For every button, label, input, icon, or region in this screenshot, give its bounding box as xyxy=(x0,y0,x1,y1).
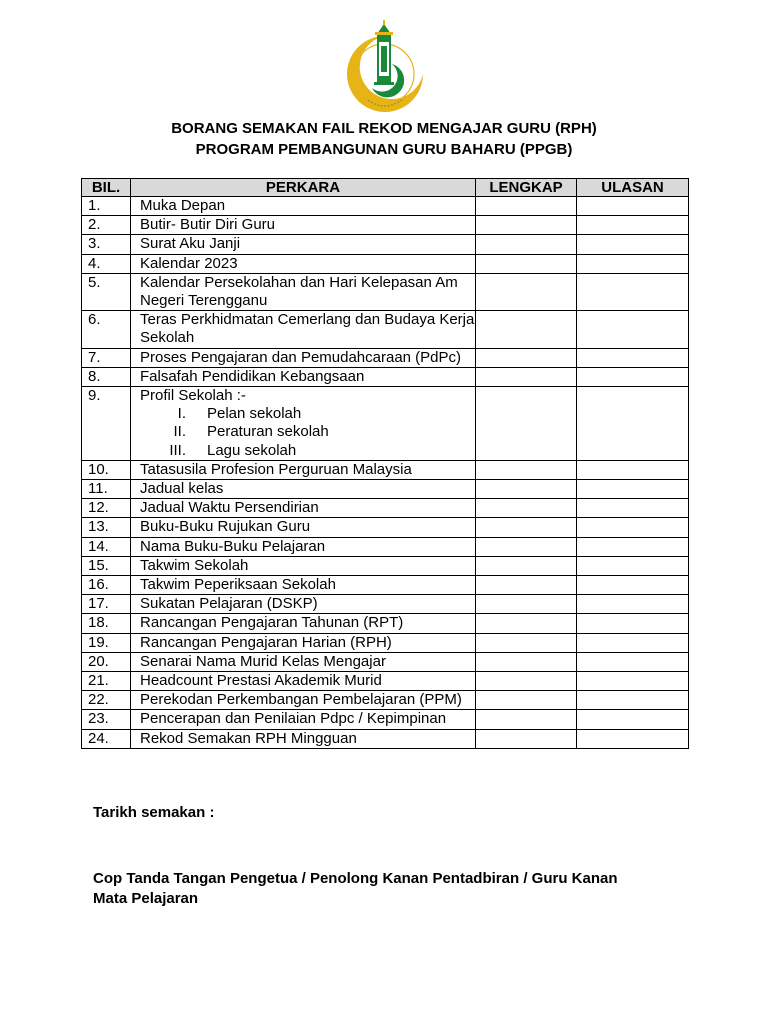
row-item-text: Rancangan Pengajaran Harian (RPH) xyxy=(140,633,392,651)
row-item xyxy=(131,576,476,595)
ulasan-cell[interactable] xyxy=(577,348,689,367)
row-item-text: Proses Pengajaran dan Pemudahcaraan (PdPc) xyxy=(140,348,462,366)
table-row xyxy=(82,480,689,499)
row-number: 12. xyxy=(82,499,131,518)
row-item-text: Butir- Butir Diri Guru xyxy=(140,216,276,234)
ulasan-cell[interactable] xyxy=(577,235,689,254)
row-item-text: Pencerapan dan Penilaian Pdpc / Kepimpinan xyxy=(140,710,447,728)
row-item xyxy=(131,480,476,499)
ulasan-cell[interactable] xyxy=(577,518,689,537)
row-item-text: Profil Sekolah :- xyxy=(140,387,246,405)
lengkap-cell[interactable] xyxy=(476,367,577,386)
lengkap-cell[interactable] xyxy=(476,460,577,479)
row-item-text: Teras Perkhidmatan Cemerlang dan Budaya Kerja Sekolah xyxy=(140,311,475,347)
table-row xyxy=(82,614,689,633)
ulasan-cell[interactable] xyxy=(577,537,689,556)
table-row xyxy=(82,537,689,556)
row-item-text: Jadual Waktu Persendirian xyxy=(140,499,319,517)
lengkap-cell[interactable] xyxy=(476,614,577,633)
lengkap-cell[interactable] xyxy=(476,197,577,216)
review-date-label: Tarikh semakan : xyxy=(93,804,215,821)
table-row xyxy=(82,518,689,537)
lengkap-cell[interactable] xyxy=(476,499,577,518)
row-number: 21. xyxy=(82,672,131,691)
row-number: 22. xyxy=(82,691,131,710)
lengkap-cell[interactable] xyxy=(476,710,577,729)
row-item xyxy=(131,652,476,671)
row-item xyxy=(131,387,476,461)
table-row xyxy=(82,729,689,748)
row-number: 18. xyxy=(82,614,131,633)
row-number: 6. xyxy=(82,311,131,348)
lengkap-cell[interactable] xyxy=(476,595,577,614)
ulasan-cell[interactable] xyxy=(577,672,689,691)
table-row xyxy=(82,311,689,348)
row-item-text: Takwim Sekolah xyxy=(140,556,249,574)
row-item-text: Headcount Prestasi Akademik Murid xyxy=(140,672,382,690)
lengkap-cell[interactable] xyxy=(476,691,577,710)
sub-item-text: Peraturan sekolah xyxy=(207,423,329,441)
table-row xyxy=(82,556,689,575)
row-item xyxy=(131,729,476,748)
row-number: 19. xyxy=(82,633,131,652)
column-header-ulasan: ULASAN xyxy=(577,179,689,197)
lengkap-cell[interactable] xyxy=(476,235,577,254)
row-item xyxy=(131,499,476,518)
sub-item-number: II. xyxy=(173,423,186,441)
ulasan-cell[interactable] xyxy=(577,273,689,310)
table-row xyxy=(82,652,689,671)
table-row xyxy=(82,235,689,254)
lengkap-cell[interactable] xyxy=(476,576,577,595)
column-header-perkara: PERKARA xyxy=(131,179,476,197)
column-header-bil: BIL. xyxy=(82,179,131,197)
table-row xyxy=(82,348,689,367)
sub-item xyxy=(140,423,475,441)
row-number: 5. xyxy=(82,273,131,310)
row-number: 23. xyxy=(82,710,131,729)
row-item xyxy=(131,633,476,652)
row-number: 1. xyxy=(82,197,131,216)
row-item xyxy=(131,595,476,614)
ulasan-cell[interactable] xyxy=(577,387,689,461)
sub-item xyxy=(140,442,475,460)
lengkap-cell[interactable] xyxy=(476,672,577,691)
checklist-table xyxy=(81,178,689,749)
row-number: 2. xyxy=(82,216,131,235)
ulasan-cell[interactable] xyxy=(577,576,689,595)
ulasan-cell[interactable] xyxy=(577,614,689,633)
row-item-text: Nama Buku-Buku Pelajaran xyxy=(140,537,326,555)
row-item xyxy=(131,614,476,633)
lengkap-cell[interactable] xyxy=(476,518,577,537)
lengkap-cell[interactable] xyxy=(476,348,577,367)
ulasan-cell[interactable] xyxy=(577,729,689,748)
table-row xyxy=(82,197,689,216)
form-title: BORANG SEMAKAN FAIL REKOD MENGAJAR GURU (RPH) xyxy=(171,120,597,137)
row-item-text: Kalendar Persekolahan dan Hari Kelepasan Am Negeri Terengganu xyxy=(140,273,458,310)
row-number: 3. xyxy=(82,235,131,254)
table-row xyxy=(82,576,689,595)
row-item xyxy=(131,556,476,575)
lengkap-cell[interactable] xyxy=(476,216,577,235)
row-item xyxy=(131,537,476,556)
row-item-text: Senarai Nama Murid Kelas Mengajar xyxy=(140,652,386,670)
table-row xyxy=(82,273,689,310)
sub-item xyxy=(140,405,475,423)
ulasan-cell[interactable] xyxy=(577,652,689,671)
row-number: 13. xyxy=(82,518,131,537)
ulasan-cell[interactable] xyxy=(577,691,689,710)
sub-item-text: Pelan sekolah xyxy=(207,405,302,423)
table-row xyxy=(82,254,689,273)
row-item-text: Jadual kelas xyxy=(140,480,224,498)
row-item-text: Takwim Peperiksaan Sekolah xyxy=(140,576,336,594)
ulasan-cell[interactable] xyxy=(577,633,689,652)
table-row xyxy=(82,633,689,652)
lengkap-cell[interactable] xyxy=(476,556,577,575)
column-header-lengkap: LENGKAP xyxy=(476,179,577,197)
ulasan-cell[interactable] xyxy=(577,710,689,729)
table-row xyxy=(82,367,689,386)
row-item xyxy=(131,254,476,273)
row-item-text: Rancangan Pengajaran Tahunan (RPT) xyxy=(140,614,404,632)
row-item xyxy=(131,197,476,216)
row-number: 16. xyxy=(82,576,131,595)
table-row xyxy=(82,216,689,235)
lengkap-cell[interactable] xyxy=(476,633,577,652)
ulasan-cell[interactable] xyxy=(577,216,689,235)
row-number: 17. xyxy=(82,595,131,614)
row-item-text: Kalendar 2023 xyxy=(140,254,238,272)
ulasan-cell[interactable] xyxy=(577,197,689,216)
row-item xyxy=(131,691,476,710)
ulasan-cell[interactable] xyxy=(577,367,689,386)
table-header-row xyxy=(82,179,689,197)
lengkap-cell[interactable] xyxy=(476,273,577,310)
row-item xyxy=(131,518,476,537)
table-row xyxy=(82,595,689,614)
row-item xyxy=(131,235,476,254)
row-item xyxy=(131,216,476,235)
row-number: 15. xyxy=(82,556,131,575)
ulasan-cell[interactable] xyxy=(577,460,689,479)
row-number: 11. xyxy=(82,480,131,499)
row-number: 10. xyxy=(82,460,131,479)
table-row xyxy=(82,710,689,729)
row-number: 24. xyxy=(82,729,131,748)
row-item-text: Sukatan Pelajaran (DSKP) xyxy=(140,595,318,613)
lengkap-cell[interactable] xyxy=(476,311,577,348)
ulasan-cell[interactable] xyxy=(577,556,689,575)
program-title: PROGRAM PEMBANGUNAN GURU BAHARU (PPGB) xyxy=(195,141,573,158)
sub-item-text: Lagu sekolah xyxy=(207,441,297,459)
school-crest-logo xyxy=(344,20,424,112)
sub-item-number: I. xyxy=(177,405,186,423)
row-number: 7. xyxy=(82,348,131,367)
row-item xyxy=(131,710,476,729)
row-number: 9. xyxy=(82,387,131,461)
table-row xyxy=(82,387,689,461)
row-item-text: Perekodan Perkembangan Pembelajaran (PPM) xyxy=(140,691,462,709)
row-number: 4. xyxy=(82,254,131,273)
row-item xyxy=(131,460,476,479)
table-row xyxy=(82,499,689,518)
lengkap-cell[interactable] xyxy=(476,254,577,273)
ulasan-cell[interactable] xyxy=(577,311,689,348)
row-item xyxy=(131,672,476,691)
row-number: 14. xyxy=(82,537,131,556)
row-item-text: Muka Depan xyxy=(140,197,226,214)
row-item xyxy=(131,367,476,386)
lengkap-cell[interactable] xyxy=(476,729,577,748)
table-row xyxy=(82,672,689,691)
lengkap-cell[interactable] xyxy=(476,537,577,556)
lengkap-cell[interactable] xyxy=(476,387,577,461)
lengkap-cell[interactable] xyxy=(476,652,577,671)
ulasan-cell[interactable] xyxy=(577,254,689,273)
ulasan-cell[interactable] xyxy=(577,595,689,614)
row-item-text: Falsafah Pendidikan Kebangsaan xyxy=(140,367,365,385)
row-item-text: Surat Aku Janji xyxy=(140,235,241,253)
signature-stamp-label: Cop Tanda Tangan Pengetua / Penolong Kanan Pentadbiran / Guru Kanan Mata Pelajaran xyxy=(93,870,618,907)
row-item xyxy=(131,348,476,367)
sub-item-number: III. xyxy=(169,441,186,459)
row-item xyxy=(131,311,476,348)
row-item-text: Tatasusila Profesion Perguruan Malaysia xyxy=(140,460,412,478)
row-number: 8. xyxy=(82,367,131,386)
ulasan-cell[interactable] xyxy=(577,499,689,518)
table-row xyxy=(82,460,689,479)
row-item-text: Buku-Buku Rujukan Guru xyxy=(140,518,311,536)
row-number: 20. xyxy=(82,652,131,671)
ulasan-cell[interactable] xyxy=(577,480,689,499)
row-item-text: Rekod Semakan RPH Mingguan xyxy=(140,729,357,747)
table-row xyxy=(82,691,689,710)
lengkap-cell[interactable] xyxy=(476,480,577,499)
row-item xyxy=(131,273,476,310)
